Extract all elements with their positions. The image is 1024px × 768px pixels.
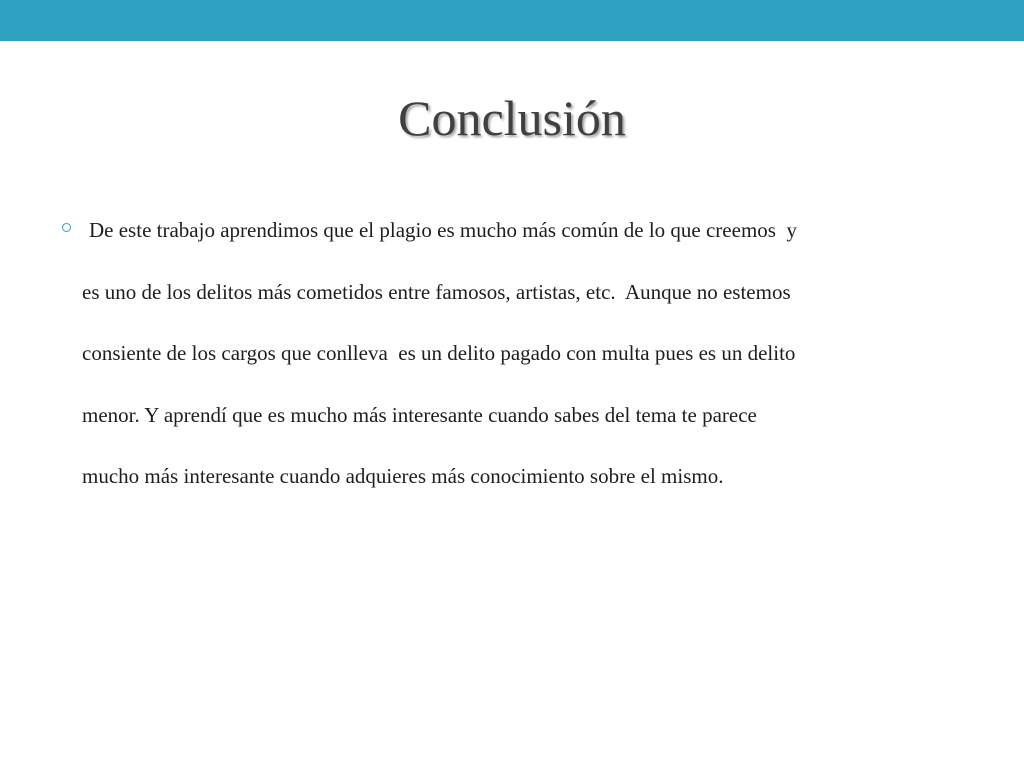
header-band [0, 0, 1024, 41]
bullet-line-1: De este trabajo aprendimos que el plagio es mucho más común de lo que creemos y [89, 218, 797, 242]
bullet-line-2: es uno de los delitos más cometidos entre famosos, artistas, etc. Aunque no estemos [82, 279, 791, 304]
slide-title: Conclusión [398, 90, 626, 146]
bullet-circle-icon [62, 223, 71, 232]
bullet-paragraph [82, 200, 972, 508]
bullet-line-3: consiente de los cargos que conlleva es un delito pagado con multa pues es un delito [82, 341, 796, 366]
bullet-line-5: mucho más interesante cuando adquieres más conocimiento sobre el mismo. [82, 464, 724, 489]
bullet-line-4: menor. Y aprendí que es mucho más interesante cuando sabes del tema te parece [82, 402, 757, 427]
